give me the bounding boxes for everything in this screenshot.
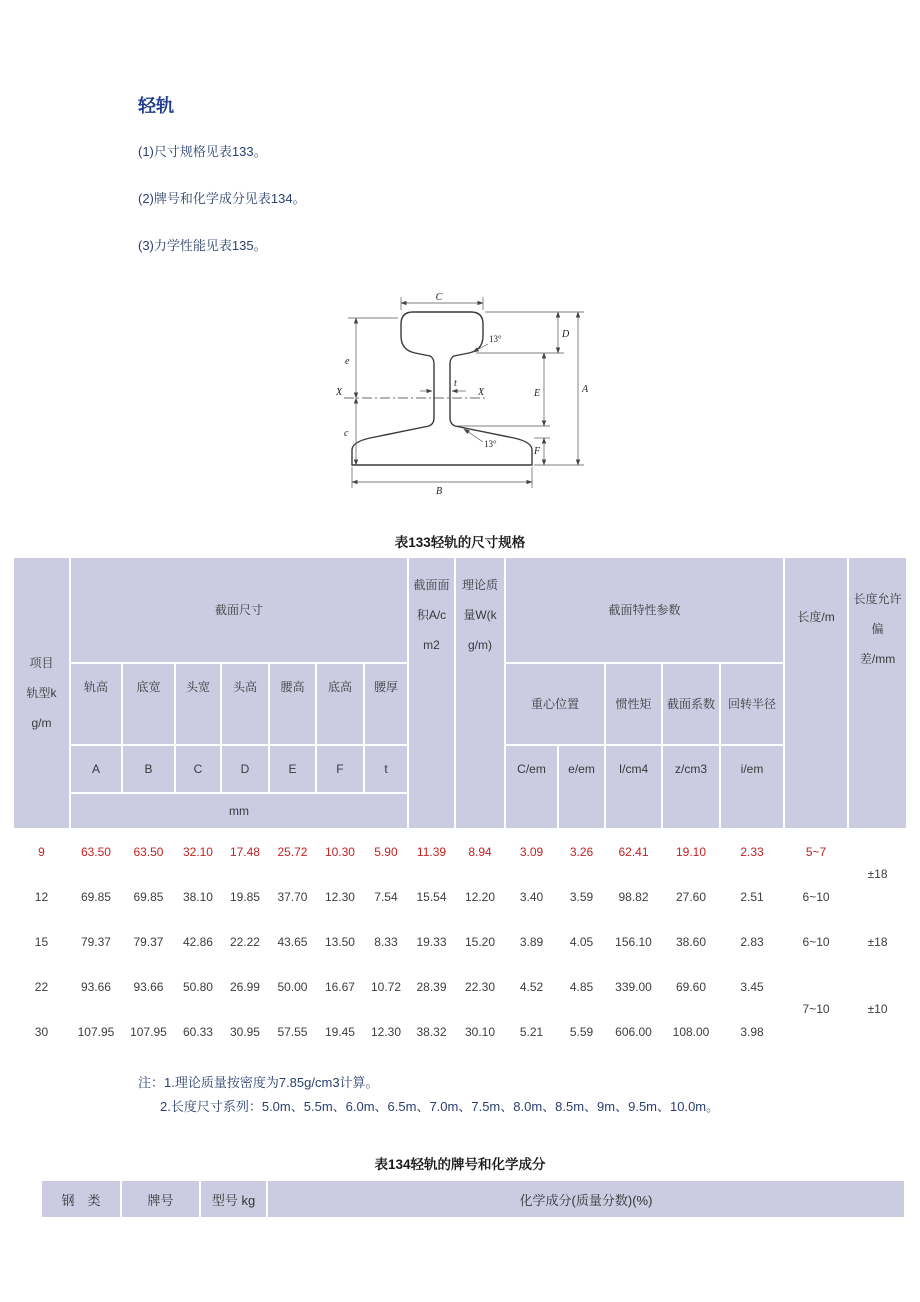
header-area-line2: 积A/c (416, 608, 447, 622)
cell-value: 11.39 (416, 844, 447, 859)
cell-value: 50.00 (277, 979, 308, 994)
cell-value: 2.33 (740, 844, 764, 859)
cell-value: 15.20 (464, 934, 496, 949)
cell-rail-type: 9 (38, 844, 45, 859)
cell-value: 17.48 (229, 844, 260, 859)
header-item-cell (14, 558, 69, 828)
header-sub-inertia: I/cm4 (606, 746, 661, 828)
axis-label-X-left: X (336, 387, 343, 398)
note-line-1: 注：1.理论质量按密度为7.85g/cm3计算。 (138, 1075, 379, 1090)
cell-rail-type: 22 (34, 979, 49, 994)
dim-label-C: C (435, 292, 443, 303)
cell-value: 27.60 (675, 889, 707, 904)
header-dim-head-height: 头高 (222, 664, 268, 744)
cell-value: 3.40 (519, 889, 544, 904)
cell-value: 10.72 (370, 979, 401, 994)
header-letter-D: D (222, 746, 268, 792)
cell-value: 4.85 (569, 979, 594, 994)
cell-value: 2.83 (740, 934, 764, 949)
cell-value: 3.98 (740, 1024, 764, 1039)
header-sub-gyration: i/em (721, 746, 783, 828)
header-gyration: 回转半径 (721, 664, 783, 744)
cell-value: 8.33 (374, 934, 398, 949)
cell-length: 5~7 (805, 844, 827, 859)
cell-value: 19.45 (324, 1024, 355, 1039)
header-letter-F: F (317, 746, 363, 792)
header-tolerance-line2: 差/mm (859, 652, 896, 666)
cell-value: 12.30 (324, 889, 355, 904)
cell-rail-type: 12 (34, 889, 49, 904)
cell-value: 79.37 (80, 934, 111, 949)
cell-value: 606.00 (615, 1024, 652, 1039)
note-line-2: 2.长度尺寸系列：5.0m、5.5m、6.0m、6.5m、7.0m、7.5m、8.0m、8.5m、9m、9.5m、10.0m。 (160, 1099, 720, 1114)
cell-value: 8.94 (468, 844, 492, 859)
header-sub-centroid-c: C/em (506, 746, 557, 828)
cell-value: 4.52 (519, 979, 544, 994)
header-dim-head-width: 头宽 (176, 664, 220, 744)
cell-value: 63.50 (133, 844, 164, 859)
header-model: 型号 kg (201, 1181, 266, 1217)
table-row-12 (14, 875, 906, 918)
header-letter-C: C (176, 746, 220, 792)
cell-value: 38.60 (675, 934, 707, 949)
header-sub-centroid-e: e/em (559, 746, 604, 828)
dim-label-D: D (562, 329, 570, 340)
header-chemical-composition: 化学成分(质量分数)(%) (268, 1181, 904, 1217)
cell-value: 3.26 (569, 844, 594, 859)
cell-value: 107.95 (77, 1024, 115, 1039)
header-dim-base-height: 底高 (317, 664, 363, 744)
cell-value: 93.66 (133, 979, 164, 994)
angle-label-top: 13° (489, 334, 502, 344)
header-length: 长度/m (785, 558, 847, 828)
cell-tolerance: ±10 (867, 1002, 888, 1016)
header-area-cell (409, 558, 454, 828)
cell-value: 62.41 (618, 844, 649, 859)
cell-value: 63.50 (80, 844, 111, 859)
cell-value: 19.85 (229, 889, 260, 904)
cell-value: 19.33 (416, 934, 447, 949)
header-centroid: 重心位置 (506, 664, 604, 744)
cell-value: 43.65 (277, 934, 308, 949)
table-134-title: 表134轻轨的牌号和化学成分 (374, 1157, 546, 1172)
intro-line-1: (1)尺寸规格见表133。 (138, 144, 267, 159)
cell-rail-type: 30 (34, 1024, 49, 1039)
cell-value: 5.21 (519, 1024, 544, 1039)
table-header-row-1 (14, 558, 906, 662)
table-133-title: 表133轻轨的尺寸规格 (394, 535, 526, 550)
cell-value: 10.30 (324, 844, 355, 859)
page-title: 轻轨 (138, 96, 174, 116)
cell-value: 339.00 (615, 979, 652, 994)
rail-diagram-svg (336, 292, 598, 497)
cell-value: 42.86 (182, 934, 213, 949)
cell-value: 79.37 (133, 934, 164, 949)
cell-value: 3.89 (519, 934, 544, 949)
header-letter-B: B (123, 746, 174, 792)
cell-value: 30.95 (229, 1024, 260, 1039)
cell-value: 69.85 (80, 889, 111, 904)
header-section-size: 截面尺寸 (71, 558, 407, 662)
cell-value: 13.50 (324, 934, 355, 949)
intro-line-3: (3)力学性能见表135。 (138, 238, 267, 253)
header-letter-A: A (71, 746, 121, 792)
header-dim-web-thickness: 腰厚 (365, 664, 407, 744)
dimension-lines (348, 297, 584, 488)
cell-value: 50.80 (182, 979, 213, 994)
header-unit-mm: mm (71, 794, 407, 828)
cell-value: 3.59 (569, 889, 594, 904)
cell-value: 38.10 (182, 889, 213, 904)
cell-rail-type: 15 (34, 934, 49, 949)
header-tolerance-line1: 长度允许偏 (853, 592, 902, 636)
dim-label-c: c (344, 428, 349, 439)
cell-value: 93.66 (80, 979, 111, 994)
cell-value: 15.54 (416, 889, 447, 904)
cell-value: 26.99 (229, 979, 260, 994)
header-mass-line1: 理论质 (461, 578, 498, 592)
header-modulus: 截面系数 (663, 664, 719, 744)
header-inertia: 惯性矩 (606, 664, 661, 744)
table-133 (12, 556, 908, 1055)
dim-label-B: B (435, 486, 443, 497)
header-area-line3: m2 (423, 638, 440, 652)
dim-label-e: e (345, 356, 350, 367)
cell-value: 2.51 (740, 889, 764, 904)
table-row-15 (14, 920, 906, 963)
axis-label-X-right: X (478, 387, 485, 398)
table-row-30 (14, 1010, 906, 1053)
cell-value: 69.60 (675, 979, 707, 994)
cell-value: 38.32 (416, 1024, 447, 1039)
header-dim-rail-height: 轨高 (71, 664, 121, 744)
cell-value: 22.22 (229, 934, 260, 949)
cell-value: 156.10 (615, 934, 652, 949)
cell-value: 22.30 (464, 979, 496, 994)
cell-value: 107.95 (130, 1024, 167, 1039)
dim-label-F: F (534, 446, 541, 457)
rail-cross-section-diagram (336, 292, 598, 497)
header-item-line1: 项目 (29, 656, 54, 670)
cell-value: 69.85 (133, 889, 164, 904)
cell-length: 7~10 (802, 1002, 830, 1016)
cell-value: 30.10 (464, 1024, 496, 1039)
angle-label-bottom: 13° (484, 439, 497, 449)
cell-value: 12.20 (464, 889, 496, 904)
header-letter-t: t (365, 746, 407, 792)
cell-length: 6~10 (802, 889, 830, 904)
cell-value: 3.45 (740, 979, 764, 994)
header-steel-class: 钢 类 (42, 1181, 120, 1217)
cell-value: 7.54 (374, 889, 398, 904)
header-item-line2: 轨型k (26, 686, 57, 700)
header-letter-E: E (270, 746, 315, 792)
table-row-22 (14, 965, 906, 1008)
intro-line-2: (2)牌号和化学成分见表134。 (138, 191, 306, 206)
header-item-line3: g/m (31, 716, 52, 730)
table-134 (40, 1179, 906, 1219)
header-mass-cell (456, 558, 504, 828)
cell-value: 32.10 (182, 844, 213, 859)
cell-tolerance: ±18 (867, 934, 888, 949)
dim-label-A: A (582, 384, 589, 395)
cell-value: 28.39 (416, 979, 447, 994)
header-sub-modulus: z/cm3 (663, 746, 719, 828)
table-134-header-row (42, 1181, 904, 1217)
cell-value: 16.67 (324, 979, 355, 994)
dim-label-E: E (534, 388, 541, 399)
dim-label-t: t (454, 378, 457, 389)
rail-outline (352, 312, 532, 465)
header-grade: 牌号 (122, 1181, 199, 1217)
header-dim-base-width: 底宽 (123, 664, 174, 744)
header-mass-line3: g/m) (468, 638, 492, 652)
table-133-notes (138, 1071, 920, 1119)
header-tolerance-cell (849, 558, 906, 828)
cell-value: 4.05 (569, 934, 594, 949)
cell-value: 25.72 (277, 844, 308, 859)
header-dim-web-height: 腰高 (270, 664, 315, 744)
cell-value: 19.10 (675, 844, 707, 859)
cell-value: 60.33 (182, 1024, 213, 1039)
cell-value: 108.00 (672, 1024, 710, 1039)
header-mass-line2: 量W(k (463, 608, 497, 622)
cell-value: 98.82 (618, 889, 649, 904)
cell-length: 6~10 (802, 934, 830, 949)
header-section-props: 截面特性参数 (506, 558, 783, 662)
table-row-9 (14, 830, 906, 873)
cell-value: 37.70 (277, 889, 308, 904)
cell-value: 12.30 (370, 1024, 401, 1039)
cell-value: 57.55 (277, 1024, 308, 1039)
header-area-line1: 截面面 (413, 578, 450, 592)
cell-tolerance: ±18 (867, 867, 888, 881)
cell-value: 3.09 (519, 844, 544, 859)
cell-value: 5.59 (569, 1024, 594, 1039)
cell-value: 5.90 (374, 844, 398, 859)
